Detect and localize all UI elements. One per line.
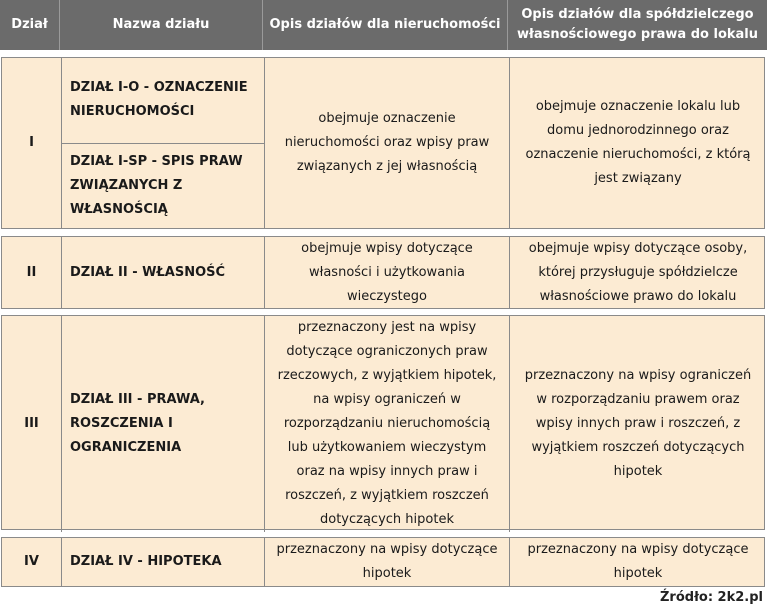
row-number: III xyxy=(2,316,62,532)
table-row xyxy=(1,236,765,309)
row-name: DZIAŁ IV - HIPOTEKA xyxy=(62,538,265,586)
row-name-cell xyxy=(62,58,265,228)
table-row xyxy=(1,537,765,587)
source-caption: Źródło: 2k2.pl xyxy=(660,590,763,605)
row-number: IV xyxy=(2,538,62,586)
header-opis-spoldzielczego: Opis działów dla spółdzielczego własnościowego prawa do lokalu xyxy=(516,7,759,42)
header-dzial: Dział xyxy=(0,0,60,50)
row-desc-coop: przeznaczony na wpisy dotyczące hipotek xyxy=(527,542,749,581)
header-nazwa-dzialu: Nazwa działu xyxy=(60,0,263,50)
table-row xyxy=(1,57,765,229)
row-desc-property: obejmuje wpisy dotyczące własności i użytkowania wieczystego xyxy=(265,237,510,309)
table-row xyxy=(1,315,765,530)
row-number: I xyxy=(2,58,62,228)
row-number: II xyxy=(2,237,62,309)
row-name-b: DZIAŁ I-SP - SPIS PRAW ZWIĄZANYCH Z WŁASNOŚCIĄ xyxy=(62,143,264,229)
row-desc-property: przeznaczony na wpisy dotyczące hipotek xyxy=(265,538,510,586)
row-desc-coop: obejmuje wpisy dotyczące osoby, której przysługuje spółdzielcze własnościowe prawo do lokalu xyxy=(528,241,748,304)
row-desc-coop: obejmuje oznaczenie lokalu lub domu jednorodzinnego oraz oznaczenie nieruchomości, z którą jest związany xyxy=(525,99,751,186)
table-header xyxy=(0,0,767,50)
header-opis-nieruchomosci: Opis działów dla nieruchomości xyxy=(263,0,508,50)
row-name: DZIAŁ III - PRAWA, ROSZCZENIA I OGRANICZENIA xyxy=(62,316,265,532)
row-desc-property: obejmuje oznaczenie nieruchomości oraz wpisy praw związanych z jej własnością xyxy=(265,58,510,228)
row-name-a: DZIAŁ I-O - OZNACZENIE NIERUCHOMOŚCI xyxy=(70,80,248,120)
row-desc-property: przeznaczony jest na wpisy dotyczące ograniczonych praw rzeczowych, z wyjątkiem hipotek, na wpisy ograniczeń w rozporządzaniu nieruchomością lub użytkowaniem wieczystym oraz na wpisy innych praw i roszczeń, z wyjątkiem roszczeń dotyczących hipotek xyxy=(265,316,510,532)
row-name: DZIAŁ II - WŁASNOŚĆ xyxy=(62,237,265,309)
row-desc-coop: przeznaczony na wpisy ograniczeń w rozporządzaniu prawem oraz wpisy innych praw i roszczeń, z wyjątkiem roszczeń dotyczących hipotek xyxy=(524,368,752,479)
